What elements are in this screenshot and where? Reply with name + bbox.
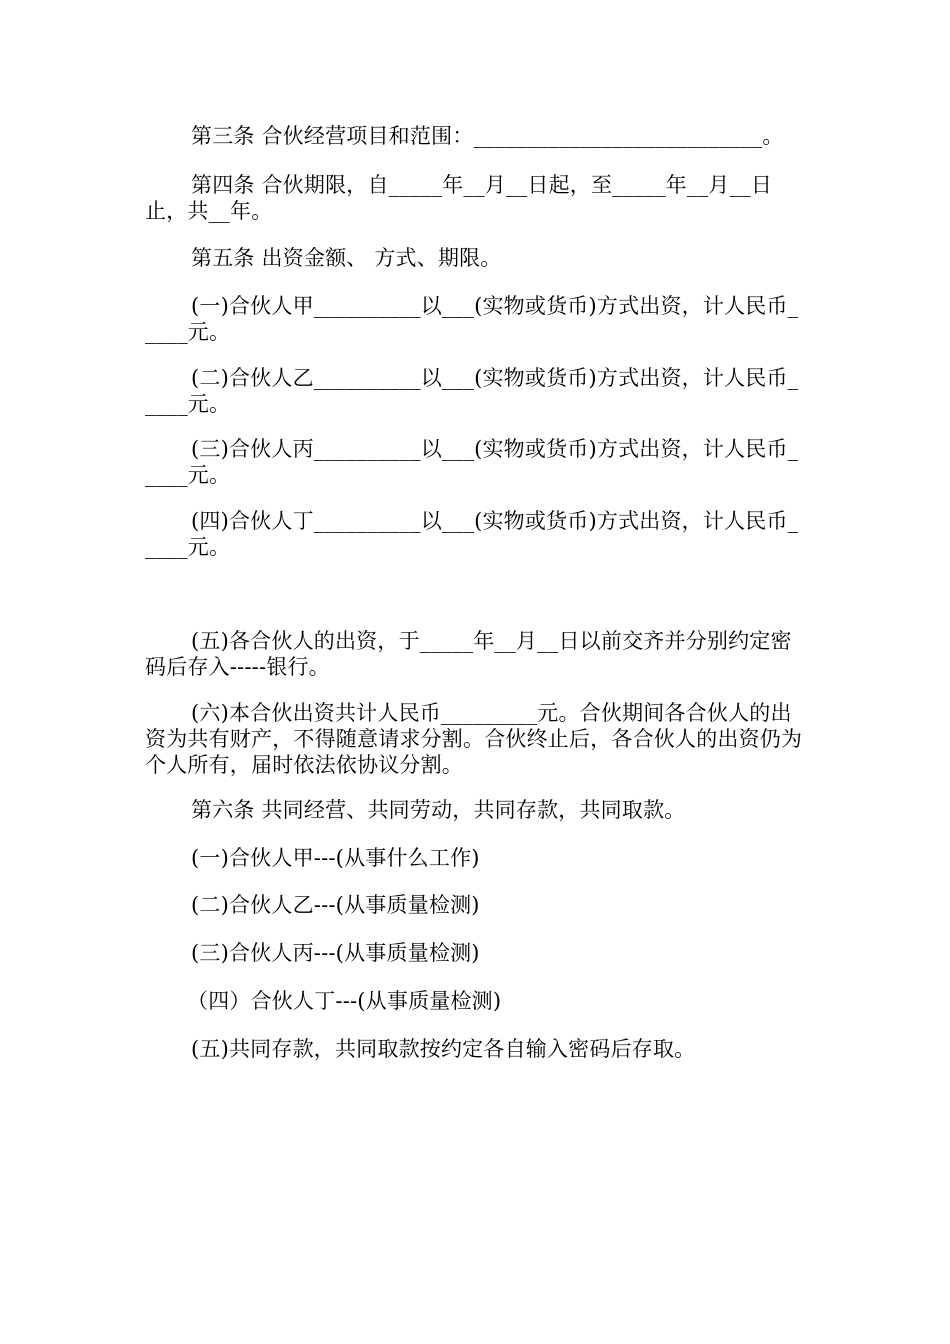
joint-deposit-paragraph: (五)共同存款，共同取款按约定各自输入密码后存取。 [191, 1037, 696, 1061]
article-3-paragraph: 第三条 合伙经营项目和范围：___________________________。 [191, 124, 784, 148]
total-contribution-paragraph: (六)本合伙出资共计人民币_________元。合伙期间各合伙人的出资为共有财产，不得随意请求分割。合伙终止后，各合伙人的出资仍为个人所有，届时依法依协议分割。 [145, 701, 803, 777]
contribution-partner-b: (二)合伙人乙__________以___(实物或货币)方式出资，计人民币_____元。 [145, 366, 799, 416]
contribution-partner-d: (四)合伙人丁__________以___(实物或货币)方式出资，计人民币_____元。 [145, 509, 799, 559]
article-5-paragraph: 第五条 出资金额、 方式、期限。 [191, 246, 502, 270]
contribution-partner-a: (一)合伙人甲__________以___(实物或货币)方式出资，计人民币_____元。 [145, 294, 799, 344]
contribution-deadline-paragraph: (五)各合伙人的出资，于_____年__月__日以前交齐并分别约定密码后存入-----银行。 [145, 629, 792, 679]
duty-partner-d: （四）合伙人丁---(从事质量检测) [187, 989, 502, 1013]
duty-partner-c: (三)合伙人丙---(从事质量检测) [191, 941, 480, 965]
duty-partner-b: (二)合伙人乙---(从事质量检测) [191, 893, 480, 917]
article-6-paragraph: 第六条 共同经营、共同劳动，共同存款，共同取款。 [191, 798, 686, 822]
article-4-paragraph: 第四条 合伙期限，自_____年__月__日起，至_____年__月__日止，共__年。 [145, 173, 773, 223]
contribution-partner-c: (三)合伙人丙__________以___(实物或货币)方式出资，计人民币_____元。 [145, 437, 799, 487]
duty-partner-a: (一)合伙人甲---(从事什么工作) [191, 846, 480, 870]
